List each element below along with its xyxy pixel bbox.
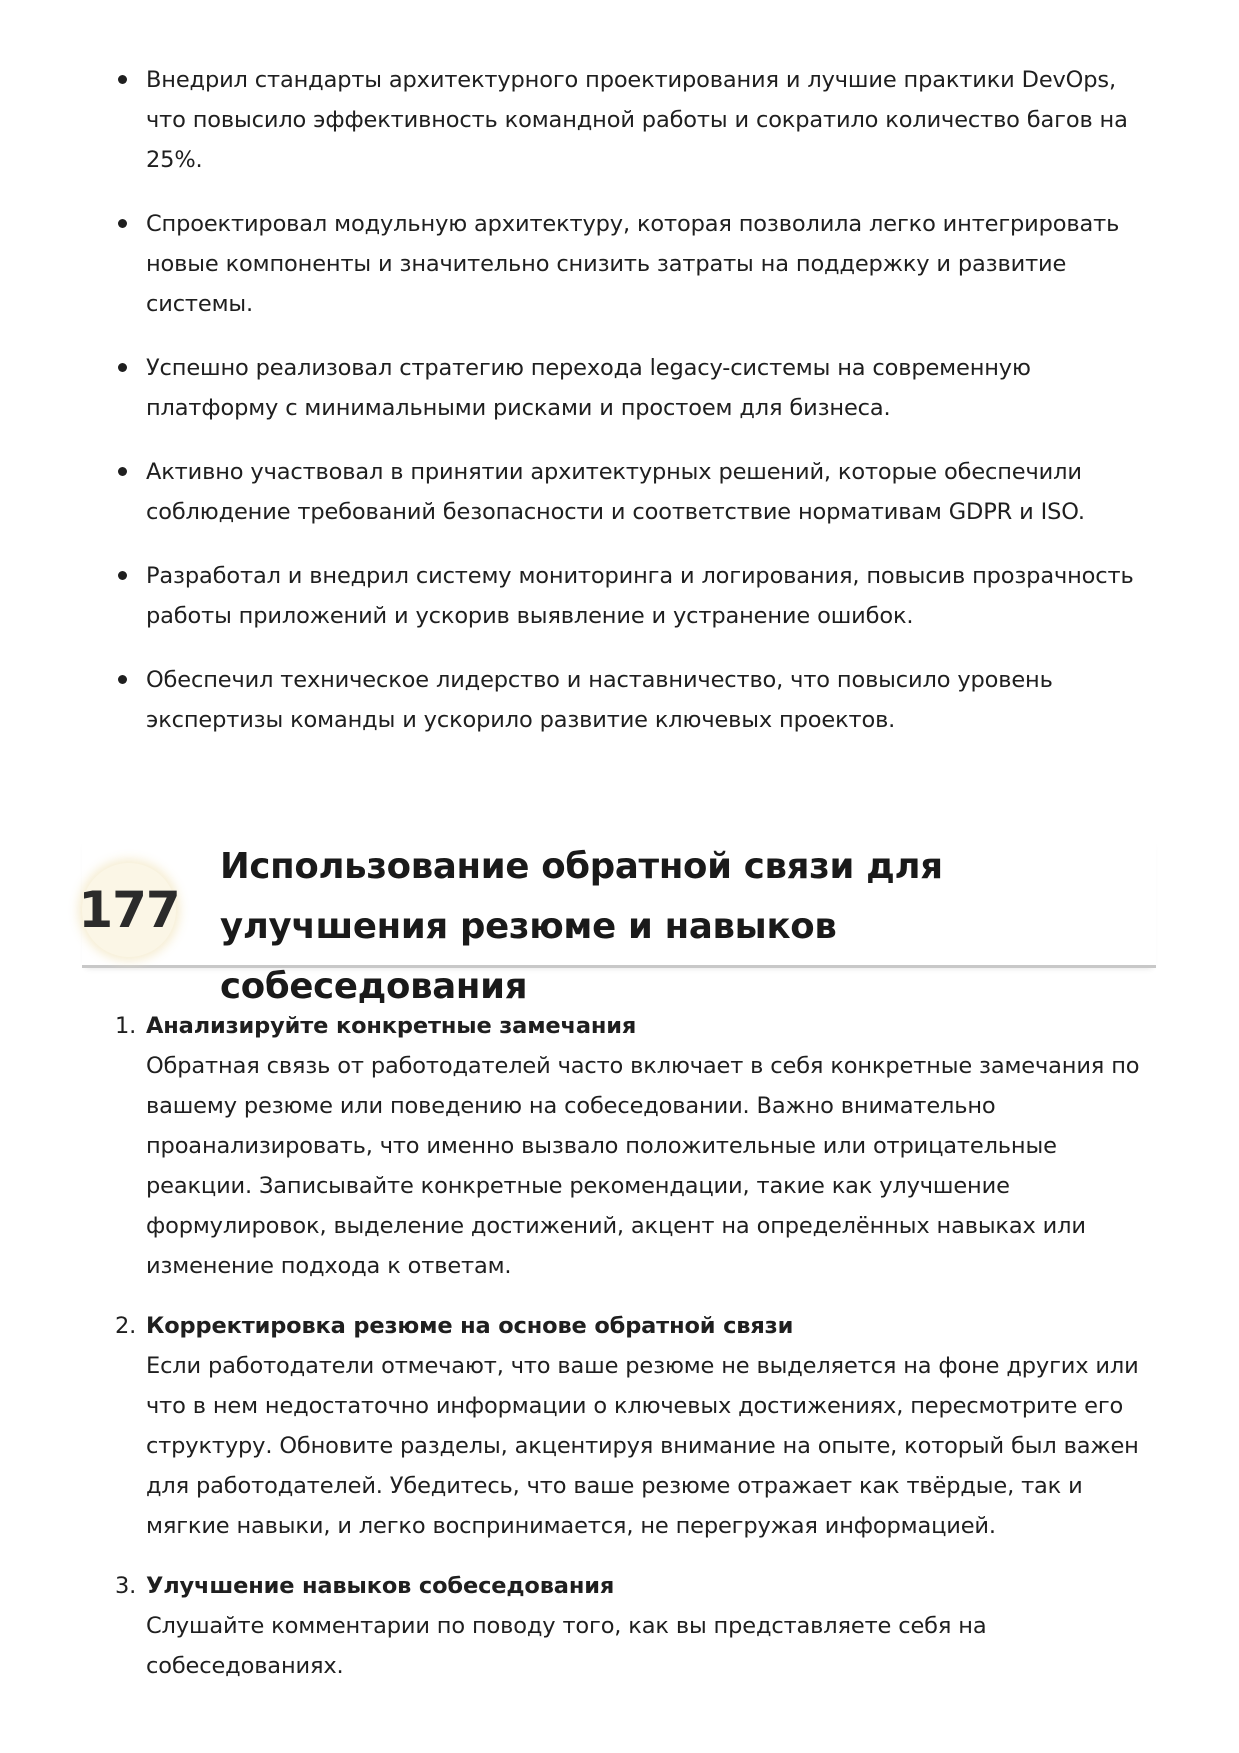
bullet-dot-icon	[118, 675, 127, 684]
achievement-text: Активно участвовал в принятии архитектурных решений, которые обеспечили соблюдение требований безопасности и соответствие нормативам GDPR и ISO.	[146, 459, 1085, 525]
list-item	[118, 660, 1158, 740]
bullet-dot-icon	[118, 75, 127, 84]
tip-item	[115, 1566, 1168, 1686]
tip-title: Корректировка резюме на основе обратной связи	[146, 1313, 794, 1339]
achievement-text: Обеспечил техническое лидерство и наставничество, что повысило уровень экспертизы команды и ускорило развитие ключевых проектов.	[146, 667, 1053, 733]
tip-title: Улучшение навыков собеседования	[146, 1573, 615, 1599]
bullet-dot-icon	[118, 467, 127, 476]
list-item	[118, 60, 1158, 180]
achievements-list	[118, 60, 1158, 764]
section-title: Использование обратной связи для улучшения резюме и навыков собеседования	[220, 846, 943, 1007]
tip-item	[115, 1306, 1168, 1546]
tip-item	[115, 1006, 1168, 1286]
section-number-badge: 177	[82, 863, 176, 957]
list-item	[118, 348, 1158, 428]
achievement-text: Разработал и внедрил систему мониторинга и логирования, повысив прозрачность работы приложений и ускорив выявление и устранение ошибок.	[146, 563, 1134, 629]
bullet-dot-icon	[118, 363, 127, 372]
tip-body: Обратная связь от работодателей часто включает в себя конкретные замечания по вашему резюме или поведению на собеседовании. Важно внимательно проанализировать, что именно вызвало положительные или отрицательные реакции. Записывайте конкретные рекомендации, такие как улучшение формулировок, выделение достижений, акцент на определённых навыках или изменение подхода к ответам.	[146, 1053, 1140, 1279]
tip-title: Анализируйте конкретные замечания	[146, 1013, 637, 1039]
bullet-dot-icon	[118, 219, 127, 228]
tip-number: 2.	[115, 1313, 137, 1339]
tip-body: Слушайте комментарии по поводу того, как вы представляете себя на собеседованиях.	[146, 1613, 987, 1679]
achievement-text: Успешно реализовал стратегию перехода legacy-системы на современную платформу с минимальными рисками и простоем для бизнеса.	[146, 355, 1031, 421]
section-header	[78, 837, 1156, 1007]
list-item	[118, 452, 1158, 532]
bullet-dot-icon	[118, 571, 127, 580]
tips-list	[115, 1006, 1168, 1706]
list-item	[118, 556, 1158, 636]
achievement-text: Внедрил стандарты архитектурного проектирования и лучшие практики DevOps, что повысило эффективность командной работы и сократило количество багов на 25%.	[146, 67, 1128, 173]
tip-body: Если работодатели отмечают, что ваше резюме не выделяется на фоне других или что в нем недостаточно информации о ключевых достижениях, пересмотрите его структуру. Обновите разделы, акцентируя внимание на опыте, который был важен для работодателей. Убедитесь, что ваше резюме отражает как твёрдые, так и мягкие навыки, и легко воспринимается, не перегружая информацией.	[146, 1353, 1139, 1539]
tip-number: 1.	[115, 1013, 137, 1039]
achievement-text: Спроектировал модульную архитектуру, которая позволила легко интегрировать новые компоненты и значительно снизить затраты на поддержку и развитие системы.	[146, 211, 1120, 317]
tip-number: 3.	[115, 1573, 137, 1599]
list-item	[118, 204, 1158, 324]
